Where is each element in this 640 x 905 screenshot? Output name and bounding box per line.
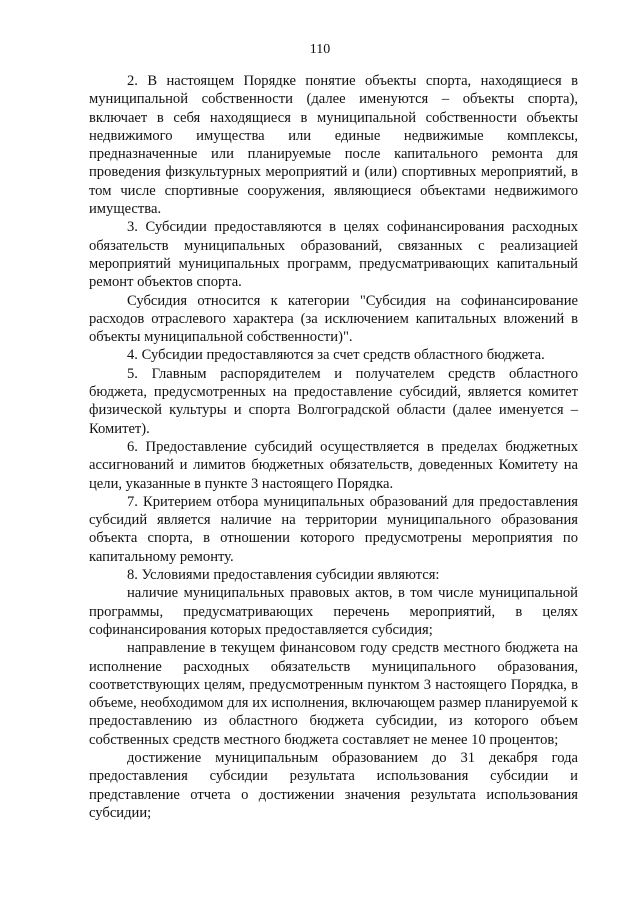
paragraph-2-objects-definition: 2. В настоящем Порядке понятие объекты спорта, находящиеся в муниципальной собственности (далее именуются – объекты спорта), включает в себя находящиеся в муниципальной собственности объекты недвижимого имущества или единые недвижимые комплексы, предназначенные или планируемые после капитального ремонта для проведения физкультурных мероприятий и (или) спортивных мероприятий, в том числе спортивные сооружения, являющиеся объектами недвижимого имущества. bbox=[89, 73, 578, 218]
paragraph-3-subsidy-purpose: 3. Субсидии предоставляются в целях софинансирования расходных обязательств муниципальных образований, связанных с реализацией мероприятий муниципальных программ, предусматривающих капитальный ремонт объектов спорта. bbox=[89, 219, 578, 291]
paragraph-6-budget-limits: 6. Предоставление субсидий осуществляется в пределах бюджетных ассигнований и лимитов бюджетных обязательств, доведенных Комитету на цели, указанные в пункте 3 настоящего Порядка. bbox=[89, 438, 578, 492]
paragraph-5-main-manager: 5. Главным распорядителем и получателем средств областного бюджета, предусмотренных на предоставление субсидий, является комитет физической культуры и спорта Волгоградской области (далее именуется – Комитет). bbox=[89, 365, 578, 437]
paragraph-8-conditions-heading: 8. Условиями предоставления субсидии являются: bbox=[127, 567, 440, 584]
condition-result-achievement: достижение муниципальным образованием до 31 декабря года предоставления субсидии результата использования субсидии и представление отчета о достижении значения результата использования субсидии; bbox=[89, 749, 578, 821]
paragraph-4-funding-source: 4. Субсидии предоставляются за счет средств областного бюджета. bbox=[127, 347, 545, 364]
page-number: 110 bbox=[309, 42, 331, 57]
condition-legal-acts: наличие муниципальных правовых актов, в том числе муниципальной программы, предусматривающих перечень мероприятий, в целях софинансирования которых предоставляется субсидия; bbox=[89, 585, 578, 638]
paragraph-7-selection-criterion: 7. Критерием отбора муниципальных образований для предоставления субсидий является наличие на территории муниципального образования объекта спорта, в отношении которого предусмотрены мероприятия по капитальному ремонту. bbox=[89, 493, 578, 565]
paragraph-subsidy-category: Субсидия относится к категории "Субсидия на софинансирование расходов отраслевого характера (за исключением капитальных вложений в объекты муниципальной собственности)". bbox=[89, 292, 578, 346]
condition-local-budget-funds: направление в текущем финансовом году средств местного бюджета на исполнение расходных обязательств муниципального образования, соответствующих целям, предусмотренным пунктом 3 настоящего Порядка, в объеме, необходимом для их исполнения, включающем размер планируемой к предоставлению из областного бюджета субсидии, из которого объем собственных средств местного бюджета составляет не менее 10 процентов; bbox=[89, 640, 578, 748]
document-body bbox=[89, 72, 578, 822]
